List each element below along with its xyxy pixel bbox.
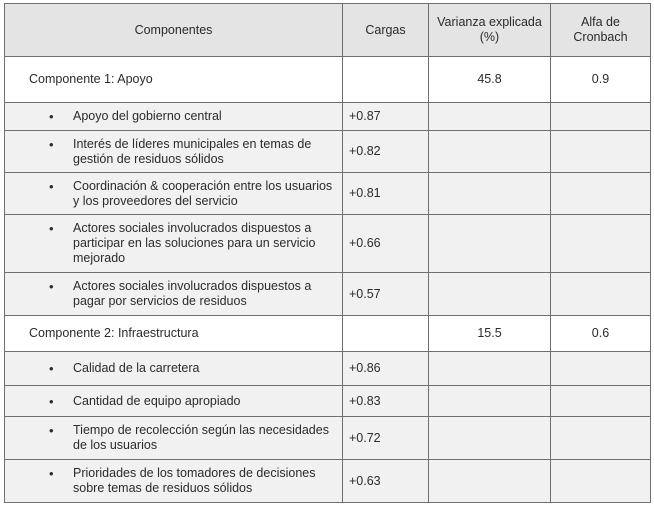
item-load: +0.86 (343, 352, 429, 386)
table-row (5, 215, 651, 273)
empty-cell (429, 173, 551, 215)
item-text: Calidad de la carretera (73, 361, 200, 375)
component-row (5, 57, 651, 103)
table-row (5, 352, 651, 386)
table-row (5, 460, 651, 503)
component-name: Componente 2: Infraestructura (5, 316, 343, 352)
bullet-icon: • (49, 393, 54, 409)
header-cargas: Cargas (343, 4, 429, 57)
bullet-icon: • (49, 279, 54, 294)
table-row (5, 417, 651, 460)
empty-cell (551, 173, 651, 215)
factor-table (4, 3, 651, 503)
item-cell (5, 103, 343, 131)
empty-cell (429, 273, 551, 316)
empty-cell (429, 460, 551, 503)
header-alfa: Alfa de Cronbach (551, 4, 651, 57)
bullet-icon: • (49, 466, 54, 481)
empty-cell (429, 215, 551, 273)
component-alfa: 0.6 (551, 316, 651, 352)
item-load: +0.63 (343, 460, 429, 503)
component-alfa: 0.9 (551, 57, 651, 103)
component-varianza: 45.8 (429, 57, 551, 103)
item-load: +0.57 (343, 273, 429, 316)
table-row (5, 273, 651, 316)
item-text: Actores sociales involucrados dispuestos a participar en las soluciones para un servicio mejorado (73, 221, 316, 265)
table-row (5, 386, 651, 417)
empty-cell (551, 131, 651, 173)
empty-cell (429, 131, 551, 173)
component-name: Componente 1: Apoyo (5, 57, 343, 103)
component-load-empty (343, 57, 429, 103)
item-cell (5, 173, 343, 215)
bullet-icon: • (49, 423, 54, 438)
item-load: +0.83 (343, 386, 429, 417)
item-text: Tiempo de recolección según las necesidades de los usuarios (73, 423, 329, 452)
empty-cell (429, 103, 551, 131)
item-text: Actores sociales involucrados dispuestos a pagar por servicios de residuos (73, 279, 312, 308)
item-cell (5, 215, 343, 273)
bullet-icon: • (49, 361, 54, 376)
bullet-icon: • (49, 109, 54, 124)
header-varianza: Varianza explicada (%) (429, 4, 551, 57)
bullet-icon: • (49, 136, 54, 152)
empty-cell (551, 386, 651, 417)
empty-cell (551, 215, 651, 273)
item-cell (5, 131, 343, 173)
item-cell (5, 417, 343, 460)
empty-cell (551, 460, 651, 503)
item-load: +0.81 (343, 173, 429, 215)
table-row (5, 131, 651, 173)
bullet-icon: • (49, 221, 54, 236)
table-row (5, 173, 651, 215)
header-componentes: Componentes (5, 4, 343, 57)
component-load-empty (343, 316, 429, 352)
item-text: Interés de líderes municipales en temas de gestión de residuos sólidos (73, 136, 312, 166)
component-row (5, 316, 651, 352)
empty-cell (551, 417, 651, 460)
item-cell (5, 386, 343, 417)
component-varianza: 15.5 (429, 316, 551, 352)
item-load: +0.87 (343, 103, 429, 131)
item-cell (5, 460, 343, 503)
item-cell (5, 273, 343, 316)
item-text: Prioridades de los tomadores de decisiones sobre temas de residuos sólidos (73, 466, 316, 495)
item-text: Apoyo del gobierno central (73, 109, 222, 123)
item-text: Cantidad de equipo apropiado (73, 393, 241, 408)
empty-cell (551, 352, 651, 386)
item-load: +0.82 (343, 131, 429, 173)
bullet-icon: • (49, 178, 54, 194)
empty-cell (551, 103, 651, 131)
empty-cell (429, 417, 551, 460)
item-load: +0.66 (343, 215, 429, 273)
item-text: Coordinación & cooperación entre los usuarios y los proveedores del servicio (73, 178, 333, 208)
item-load: +0.72 (343, 417, 429, 460)
item-cell (5, 352, 343, 386)
empty-cell (429, 386, 551, 417)
header-row (5, 4, 651, 57)
empty-cell (429, 352, 551, 386)
empty-cell (551, 273, 651, 316)
table-row (5, 103, 651, 131)
